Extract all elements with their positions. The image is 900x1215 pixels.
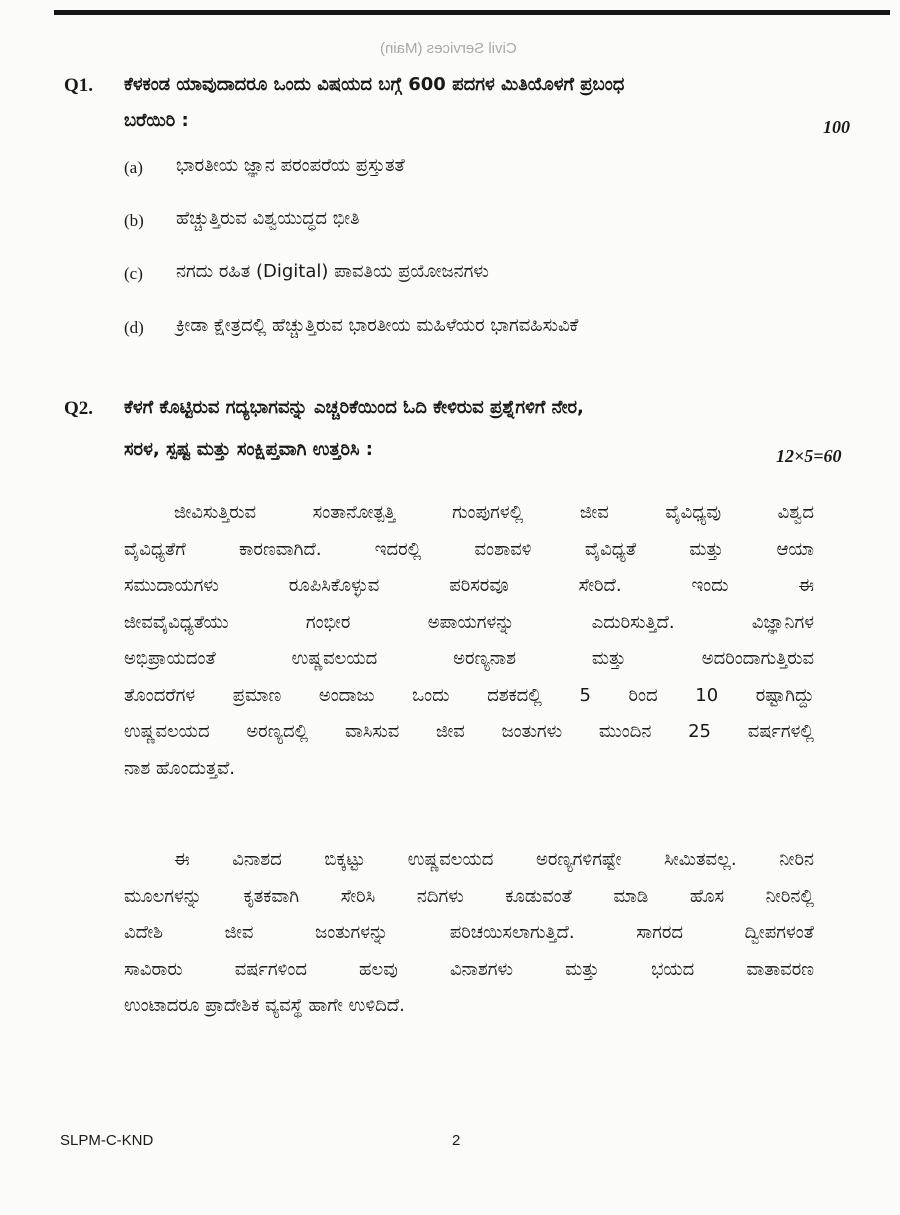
page-number: 2 bbox=[452, 1132, 461, 1149]
q1-prompt-line1: ಕೆಳಕಂಡ ಯಾವುದಾದರೂ ಒಂದು ವಿಷಯದ ಬಗ್ಗೆ 600 ಪದಗಳ ಮಿತಿಯೊಳಗೆ ಪ್ರಬಂಧ bbox=[124, 74, 625, 95]
top-rule bbox=[54, 10, 890, 15]
passage-line: ಈ ವಿನಾಶದ ಬಿಕ್ಕಟ್ಟು ಉಷ್ಣವಲಯದ ಅರಣ್ಯಗಳಿಗಷ್ಟೇ ಸೀಮಿತವಲ್ಲ. ನೀರಿನ bbox=[174, 849, 814, 870]
passage-line: ವಿದೇಶಿ ಜೀವ ಜಂತುಗಳನ್ನು ಪರಿಚಯಿಸಲಾಗುತ್ತಿದೆ. ಸಾಗರದ ದ್ವೀಪಗಳಂತೆ bbox=[124, 922, 814, 943]
passage-line: ಮೂಲಗಳನ್ನು ಕೃತಕವಾಗಿ ಸೇರಿಸಿ ನದಿಗಳು ಕೂಡುವಂತೆ ಮಾಡಿ ಹೊಸ ನೀರಿನಲ್ಲಿ bbox=[124, 885, 814, 907]
q1-option-d-text: ಕ್ರೀಡಾ ಕ್ಷೇತ್ರದಲ್ಲಿ ಹೆಚ್ಚುತ್ತಿರುವ ಭಾರತೀಯ ಮಹಿಳೆಯರ ಭಾಗವಹಿಸುವಿಕೆ bbox=[176, 315, 579, 336]
q1-option-c-label: (c) bbox=[124, 264, 143, 283]
q1-marks: 100 bbox=[823, 117, 850, 137]
q1-option-b-text: ಹೆಚ್ಚುತ್ತಿರುವ ವಿಶ್ವಯುದ್ಧದ ಭೀತಿ bbox=[176, 208, 360, 229]
q1-option-b-label: (b) bbox=[124, 211, 144, 230]
watermark: Civil Services (Main) bbox=[380, 40, 517, 57]
paper-code: SLPM-C-KND bbox=[60, 1132, 154, 1149]
q1-number: Q1. bbox=[64, 75, 94, 96]
q1-prompt-line2: ಬರೆಯಿರಿ : bbox=[124, 110, 189, 131]
passage-line: ತೊಂದರೆಗಳ ಪ್ರಮಾಣ ಅಂದಾಜು ಒಂದು ದಶಕದಲ್ಲಿ 5 ರಿಂದ 10 ರಷ್ಟಾಗಿದ್ದು bbox=[124, 684, 814, 706]
passage-paragraph-2 bbox=[124, 842, 814, 1025]
q1-option-a-text: ಭಾರತೀಯ ಜ್ಞಾನ ಪರಂಪರೆಯ ಪ್ರಸ್ತುತತೆ bbox=[176, 155, 405, 176]
passage-line: ಅಭಿಪ್ರಾಯದಂತೆ ಉಷ್ಣವಲಯದ ಅರಣ್ಯನಾಶ ಮತ್ತು ಅದರಿಂದಾಗುತ್ತಿರುವ bbox=[124, 648, 814, 669]
q2-prompt-line2: ಸರಳ, ಸ್ಪಷ್ಟ ಮತ್ತು ಸಂಕ್ಷಿಪ್ತವಾಗಿ ಉತ್ತರಿಸಿ : bbox=[124, 439, 373, 460]
q1-option-a-label: (a) bbox=[124, 158, 143, 177]
q1-option-d-label: (d) bbox=[124, 318, 144, 337]
passage-line: ಜೀವಿಸುತ್ತಿರುವ ಸಂತಾನೋತ್ಪತ್ತಿ ಗುಂಪುಗಳಲ್ಲಿ ಜೀವ ವೈವಿಧ್ಯವು ವಿಶ್ವದ bbox=[174, 502, 814, 523]
passage-line: ನಾಶ ಹೊಂದುತ್ತವೆ. bbox=[124, 757, 236, 779]
passage-paragraph-1 bbox=[124, 495, 814, 787]
passage-line: ವೈವಿಧ್ಯತೆಗೆ ಕಾರಣವಾಗಿದೆ. ಇದರಲ್ಲಿ ವಂಶಾವಳಿ ವೈವಿಧ್ಯತೆ ಮತ್ತು ಆಯಾ bbox=[124, 538, 814, 560]
passage-line: ಉಂಟಾದರೂ ಪ್ರಾದೇಶಿಕ ವ್ಯವಸ್ಥೆ ಹಾಗೇ ಉಳಿದಿದೆ. bbox=[124, 995, 405, 1016]
q1-option-c-text: ನಗದು ರಹಿತ (Digital) ಪಾವತಿಯ ಪ್ರಯೋಜನಗಳು bbox=[176, 261, 489, 282]
passage-line: ಸಾವಿರಾರು ವರ್ಷಗಳಿಂದ ಹಲವು ವಿನಾಶಗಳು ಮತ್ತು ಭಯದ ವಾತಾವರಣ bbox=[124, 958, 814, 980]
passage-line: ಸಮುದಾಯಗಳು ರೂಪಿಸಿಕೊಳ್ಳುವ ಪರಿಸರವೂ ಸೇರಿದೆ. ಇಂದು ಈ bbox=[124, 575, 814, 596]
q2-number: Q2. bbox=[64, 398, 94, 419]
q2-marks: 12×5=60 bbox=[776, 446, 842, 466]
passage-line: ಜೀವವೈವಿಧ್ಯತೆಯು ಗಂಭೀರ ಅಪಾಯಗಳನ್ನು ಎದುರಿಸುತ್ತಿದೆ. ವಿಜ್ಞಾನಿಗಳ bbox=[124, 611, 814, 633]
passage-line: ಉಷ್ಣವಲಯದ ಅರಣ್ಯದಲ್ಲಿ ವಾಸಿಸುವ ಜೀವ ಜಂತುಗಳು ಮುಂದಿನ 25 ವರ್ಷಗಳಲ್ಲಿ bbox=[124, 721, 814, 742]
q2-prompt-line1: ಕೆಳಗೆ ಕೊಟ್ಟಿರುವ ಗದ್ಯಭಾಗವನ್ನು ಎಚ್ಚರಿಕೆಯಿಂದ ಓದಿ ಕೇಳಿರುವ ಪ್ರಶ್ನೆಗಳಿಗೆ ನೇರ, bbox=[124, 397, 584, 418]
